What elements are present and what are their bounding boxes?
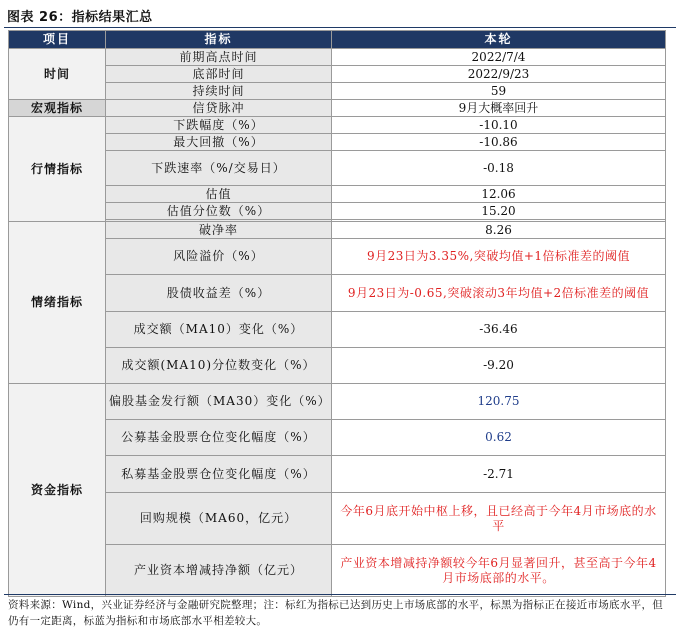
table-row [9,100,666,117]
indicator-cell: 私募基金股票仓位变化幅度（%） [106,456,332,493]
indicator-cell: 公募基金股票仓位变化幅度（%） [106,420,332,456]
category-market: 行情指标 [9,117,106,222]
table-row [9,420,666,456]
indicator-cell: 持续时间 [106,83,332,100]
indicator-cell: 估值分位数（%） [106,203,332,220]
value-cell: 8.26 [332,222,666,239]
table-row [9,348,666,384]
table-row [9,384,666,420]
header-indicator: 指标 [106,31,332,49]
indicator-cell: 风险溢价（%） [106,239,332,275]
header-value: 本轮 [332,31,666,49]
value-cell: 2022/9/23 [332,66,666,83]
title-divider [4,27,676,28]
indicator-cell: 信贷脉冲 [106,100,332,117]
table-row [9,312,666,348]
figure-title: 图表 26：指标结果汇总 [7,10,153,25]
indicator-cell: 破净率 [106,222,332,239]
table-row [9,49,666,66]
table-row [9,151,666,186]
value-cell: -10.86 [332,134,666,151]
value-cell: 15.20 [332,203,666,220]
indicator-cell: 成交额(MA10)分位数变化（%） [106,348,332,384]
table-row [9,117,666,134]
table-row [9,493,666,545]
table-row [9,83,666,100]
table-row [9,545,666,597]
value-cell-highlight-blue: 0.62 [332,420,666,456]
table-row [9,456,666,493]
table-row [9,275,666,312]
source-footnote: 资料来源：Wind，兴业证券经济与金融研究院整理；注：标红为指标已达到历史上市场底部的水平，标黑为指标正在接近市场底水平，但仍有一定距离，标蓝为指标和市场底部水平相差较大。 [8,599,664,627]
value-cell: -36.46 [332,312,666,348]
indicator-cell: 下跌幅度（%） [106,117,332,134]
indicator-cell: 偏股基金发行额（MA30）变化（%） [106,384,332,420]
value-cell: -2.71 [332,456,666,493]
value-cell: 12.06 [332,186,666,203]
indicator-cell: 产业资本增减持净额（亿元） [106,545,332,597]
value-cell-highlight-blue: 120.75 [332,384,666,420]
footnote-divider [4,594,676,595]
indicator-cell: 股债收益差（%） [106,275,332,312]
value-cell-highlight-red: 产业资本增减持净额较今年6月显著回升，甚至高于今年4月市场底部的水平。 [332,545,666,597]
indicator-summary-table [8,30,666,597]
table-row [9,239,666,275]
table-row [9,66,666,83]
table-row [9,222,666,239]
category-sentiment: 情绪指标 [9,222,106,384]
indicator-cell: 底部时间 [106,66,332,83]
value-cell: -9.20 [332,348,666,384]
table-row [9,134,666,151]
table-row [9,186,666,203]
category-macro: 宏观指标 [9,100,106,117]
value-cell: 2022/7/4 [332,49,666,66]
value-cell: 59 [332,83,666,100]
category-time: 时间 [9,49,106,100]
value-cell: 9月大概率回升 [332,100,666,117]
indicator-cell: 估值 [106,186,332,203]
indicator-cell: 下跌速率（%/交易日） [106,151,332,186]
value-cell-highlight-red: 9月23日为3.35%,突破均值+1倍标准差的阈值 [332,239,666,275]
indicator-cell: 成交额（MA10）变化（%） [106,312,332,348]
value-cell: -10.10 [332,117,666,134]
value-cell-highlight-red: 9月23日为-0.65,突破滚动3年均值+2倍标准差的阈值 [332,275,666,312]
indicator-cell: 前期高点时间 [106,49,332,66]
value-cell-highlight-red: 今年6月底开始中枢上移，且已经高于今年4月市场底的水平 [332,493,666,545]
category-funds: 资金指标 [9,384,106,597]
value-cell: -0.18 [332,151,666,186]
indicator-cell: 最大回撤（%） [106,134,332,151]
indicator-cell: 回购规模（MA60，亿元） [106,493,332,545]
table-row [9,203,666,220]
header-category: 项目 [9,31,106,49]
table-header-row [9,31,666,49]
